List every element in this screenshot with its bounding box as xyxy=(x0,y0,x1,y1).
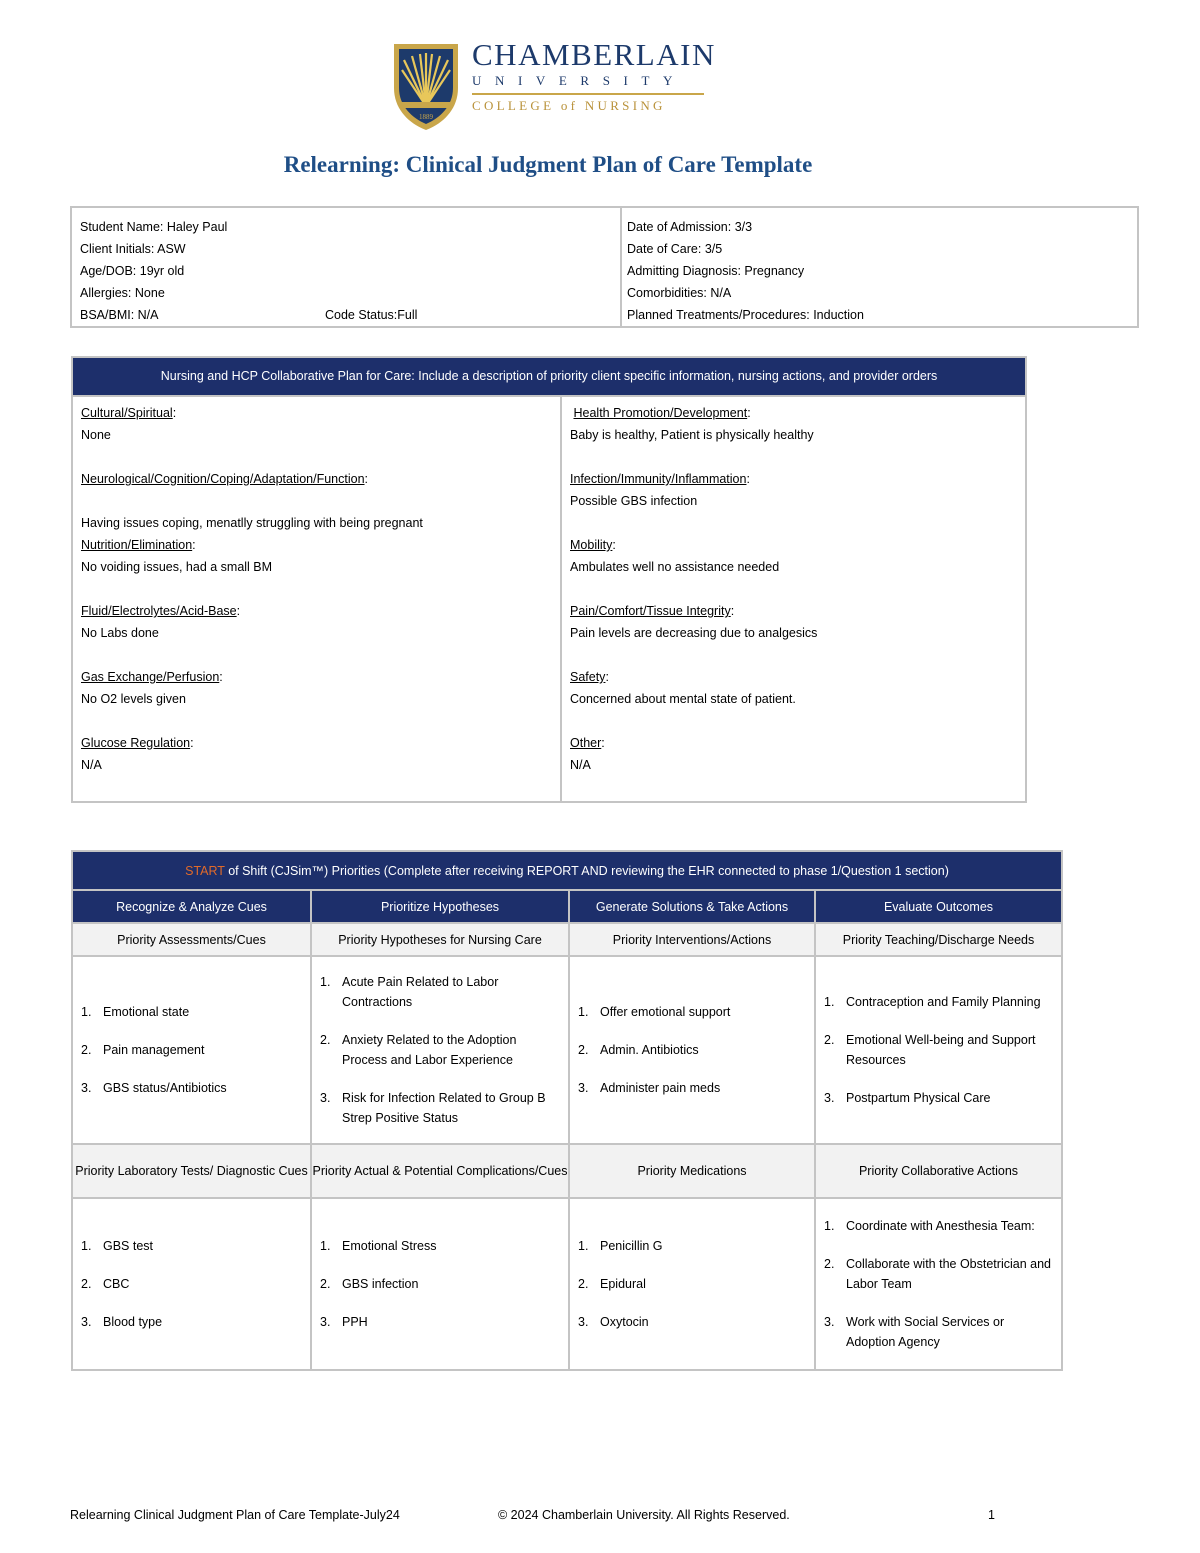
list-item: 3. Risk for Infection Related to Group B Strep Positive Status xyxy=(320,1091,546,1125)
column-subheader: Priority Interventions/Actions xyxy=(569,923,815,956)
category-value: No Labs done xyxy=(81,626,159,640)
list-item: 3. Blood type xyxy=(81,1315,163,1329)
student-name: Student Name: Haley Paul xyxy=(80,220,228,234)
footer-document-name: Relearning Clinical Judgment Plan of Care Template-July24 xyxy=(70,1508,400,1522)
nursing-right-column: Health Promotion/Development: Baby is healthy, Patient is physically healthy Infection/Immunity/Inflammation: Possible GBS infection Mobility: Ambulates well no assistance needed Pain/Comfort/Tissue Integrity: Pain levels are decreasing due to analgesics Safety: Concerned about mental state of patient. Other: N/A xyxy=(570,402,1020,776)
column-subheader: Priority Laboratory Tests/ Diagnostic Cues xyxy=(72,1144,311,1198)
list-item: 2. Collaborate with the Obstetrician and Labor Team xyxy=(824,1257,1051,1291)
column-subheader: Priority Collaborative Actions xyxy=(815,1144,1062,1198)
list-item: 1. Penicillin G xyxy=(578,1239,663,1253)
list-item: 1. Contraception and Family Planning xyxy=(824,995,1041,1009)
phase-header: Evaluate Outcomes xyxy=(815,890,1062,923)
list-item: 2. Admin. Antibiotics xyxy=(578,1043,699,1057)
logo-university: UNIVERSITY xyxy=(472,73,686,88)
category-label: Fluid/Electrolytes/Acid-Base xyxy=(81,604,237,618)
category-label: Infection/Immunity/Inflammation xyxy=(570,472,747,486)
client-initials: Client Initials: ASW xyxy=(80,242,186,256)
list-item: 1. Coordinate with Anesthesia Team: xyxy=(824,1219,1035,1233)
list-item: 1. Offer emotional support xyxy=(578,1005,731,1019)
nursing-plan-section xyxy=(71,356,1027,803)
shift-priorities-section xyxy=(71,850,1061,1378)
list-item: 1. Emotional Stress xyxy=(320,1239,437,1253)
category-value: Pain levels are decreasing due to analgesics xyxy=(570,626,818,640)
category-value: N/A xyxy=(570,758,591,772)
logo-rule xyxy=(472,93,704,95)
category-label: Neurological/Cognition/Coping/Adaptation/Function xyxy=(81,472,365,486)
category-label: Safety xyxy=(570,670,606,684)
age-dob: Age/DOB: 19yr old xyxy=(80,264,185,278)
category-value: None xyxy=(81,428,111,442)
footer-page-number: 1 xyxy=(988,1508,995,1522)
list-item: 1. GBS test xyxy=(81,1239,154,1253)
category-value: Having issues coping, menatlly struggling with being pregnant xyxy=(81,516,423,530)
logo-name: CHAMBERLAIN xyxy=(472,37,716,72)
info-left-column xyxy=(80,216,610,326)
nursing-left-column: Cultural/Spiritual: None Neurological/Cognition/Coping/Adaptation/Function: Having issues coping, menatlly struggling with being pregnant Nutrition/Elimination: No voiding issues, had a small BM Fluid/Electrolytes/Acid-Base: No Labs done Gas Exchange/Perfusion: No O2 levels given Glucose Regulation: N/A xyxy=(81,402,551,776)
column-subheader: Priority Assessments/Cues xyxy=(72,923,311,956)
university-logo xyxy=(390,37,716,132)
list-item: 3. PPH xyxy=(320,1315,368,1329)
info-right-column xyxy=(627,216,1127,326)
list-item: 2. Anxiety Related to the Adoption Process and Labor Experience xyxy=(320,1033,517,1067)
column-subheader: Priority Actual & Potential Complications/Cues xyxy=(311,1144,569,1198)
list-item: 1. Acute Pain Related to Labor Contractions xyxy=(320,975,499,1009)
admitting-diagnosis: Admitting Diagnosis: Pregnancy xyxy=(627,264,805,278)
column-subheader: Priority Teaching/Discharge Needs xyxy=(815,923,1062,956)
document-title: Relearning: Clinical Judgment Plan of Care Template xyxy=(283,152,813,177)
phase-header: Generate Solutions & Take Actions xyxy=(569,890,815,923)
list-item: 1. Emotional state xyxy=(81,1005,190,1019)
hypotheses-cell xyxy=(311,956,569,1144)
list-item: 2. GBS infection xyxy=(320,1277,419,1291)
phase-header: Prioritize Hypotheses xyxy=(311,890,569,923)
planned-treatments: Planned Treatments/Procedures: Induction xyxy=(627,308,864,322)
nursing-divider xyxy=(560,395,562,801)
list-item: 3. Oxytocin xyxy=(578,1315,649,1329)
list-item: 3. Work with Social Services or Adoption Agency xyxy=(824,1315,1005,1349)
patient-info-box xyxy=(70,206,1139,328)
list-item: 3. Administer pain meds xyxy=(578,1081,721,1095)
list-item: 2. CBC xyxy=(81,1277,130,1291)
list-item: 2. Epidural xyxy=(578,1277,646,1291)
category-value: Possible GBS infection xyxy=(570,494,698,508)
list-item: 3. Postpartum Physical Care xyxy=(824,1091,991,1105)
info-divider xyxy=(620,208,622,326)
medications-cell xyxy=(569,1198,815,1370)
priorities-table xyxy=(71,850,1063,1371)
category-label: Cultural/Spiritual xyxy=(81,406,173,420)
interventions-cell xyxy=(569,956,815,1144)
phase-header: Recognize & Analyze Cues xyxy=(72,890,311,923)
allergies: Allergies: None xyxy=(80,286,165,300)
shift-header-text: of Shift (CJSim™) Priorities (Complete after receiving REPORT AND reviewing the EHR connected to phase 1/Question 1 section) xyxy=(224,863,949,878)
nursing-plan-header: Nursing and HCP Collaborative Plan for Care: Include a description of priority client specific information, nursing actions, and provider orders xyxy=(73,358,1025,397)
shift-header xyxy=(72,851,1062,890)
lab-tests-cell xyxy=(72,1198,311,1370)
column-subheader: Priority Hypotheses for Nursing Care xyxy=(311,923,569,956)
column-subheader: Priority Medications xyxy=(569,1144,815,1198)
category-value: Concerned about mental state of patient. xyxy=(570,692,796,706)
footer-copyright: © 2024 Chamberlain University. All Rights Reserved. xyxy=(498,1508,790,1522)
category-value: Baby is healthy, Patient is physically healthy xyxy=(570,428,814,442)
teaching-cell xyxy=(815,956,1062,1144)
list-item: 3. GBS status/Antibiotics xyxy=(81,1081,227,1095)
category-label: Mobility xyxy=(570,538,613,552)
list-item: 2. Pain management xyxy=(81,1043,205,1057)
category-value: N/A xyxy=(81,758,102,772)
code-status: Code Status:Full xyxy=(325,308,418,322)
category-label: Glucose Regulation xyxy=(81,736,191,750)
shield-icon xyxy=(390,40,462,132)
bsa-bmi-row xyxy=(80,304,610,326)
list-item: 2. Emotional Well-being and Support Resources xyxy=(824,1033,1036,1067)
collaborative-actions-cell xyxy=(815,1198,1062,1370)
comorbidities: Comorbidities: N/A xyxy=(627,286,732,300)
date-of-care: Date of Care: 3/5 xyxy=(627,242,723,256)
category-value: Ambulates well no assistance needed xyxy=(570,560,780,574)
shift-header-start: START xyxy=(185,863,225,878)
bsa-bmi: BSA/BMI: N/A xyxy=(80,308,159,322)
category-value: No voiding issues, had a small BM xyxy=(81,560,273,574)
category-label: Nutrition/Elimination xyxy=(81,538,193,552)
category-label: Health Promotion/Development xyxy=(573,406,748,420)
assessments-cell xyxy=(72,956,311,1144)
logo-college: COLLEGE of NURSING xyxy=(472,98,666,113)
svg-text:1889: 1889 xyxy=(419,113,433,121)
date-of-admission: Date of Admission: 3/3 xyxy=(627,220,753,234)
category-label: Pain/Comfort/Tissue Integrity xyxy=(570,604,731,618)
category-value: No O2 levels given xyxy=(81,692,186,706)
category-label: Other xyxy=(570,736,602,750)
complications-cell xyxy=(311,1198,569,1370)
category-label: Gas Exchange/Perfusion xyxy=(81,670,220,684)
